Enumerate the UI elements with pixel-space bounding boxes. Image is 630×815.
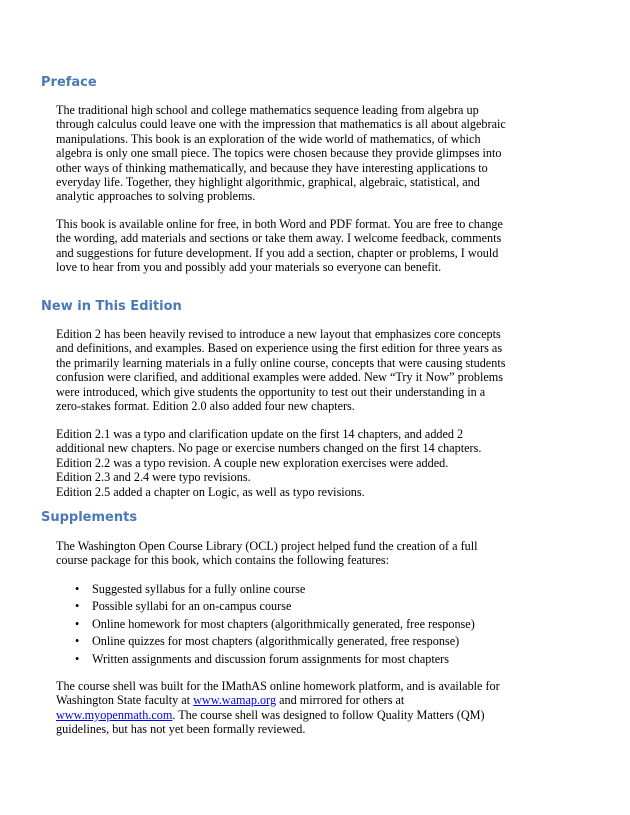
list-item: • Suggested syllabus for a fully online course <box>56 581 536 598</box>
supplements-intro: The Washington Open Course Library (OCL) project helped fund the creation of a full course package for this book, which contains the following features: <box>56 539 478 568</box>
preface-paragraph-2: This book is available online for free, in both Word and PDF format. You are free to change the wording, add materials and sections or take them away. I welcome feedback, comments and suggestions for future development. If you add a section, chapter or problems, I would love to hear from you and possibly add your materials so everyone can benefit. <box>56 217 503 275</box>
bullet-icon: • <box>75 599 80 614</box>
bullet-icon: • <box>75 582 80 596</box>
list-item: • Written assignments and discussion forum assignments for most chapters <box>56 651 536 668</box>
edition-paragraph-1: Edition 2 has been heavily revised to introduce a new layout that emphasizes core concepts and definitions, and examples. Based on experience using the first edition for three years as the primarily learning materials in a fully online course, concepts that were causing students confusion were clarified, and additional examples were added. New “Try it Now” problems were introduced, which give students the opportunity to test out their understanding in a zero-stakes format. Edition 2.0 also added four new chapters. <box>56 327 506 414</box>
list-item: • Online homework for most chapters (algorithmically generated, free response) <box>56 616 536 633</box>
heading-preface: Preface <box>41 75 97 90</box>
myopenmath-link[interactable]: www.myopenmath.com <box>56 707 173 722</box>
heading-supplements: Supplements <box>41 510 138 525</box>
heading-new-in-this-edition: New in This Edition <box>41 299 182 314</box>
features-list <box>56 581 536 668</box>
list-item: • Possible syllabi for an on-campus course <box>56 598 536 615</box>
wamap-link[interactable]: www.wamap.org <box>193 693 277 708</box>
edition-paragraph-2: Edition 2.1 was a typo and clarification update on the first 14 chapters, and added 2 additional new chapters. No page or exercise numbers changed on the first 14 chapters. Edition 2.2 was a typo revision. A couple new exploration exercises were added. Edition 2.3 and 2.4 were typo revisions. Edition 2.5 added a chapter on Logic, as well as typo revisions. <box>56 427 482 499</box>
bullet-icon: • <box>75 634 80 649</box>
supplements-closing: The course shell was built for the IMathAS online homework platform, and is available for Washington State faculty at www.wamap.org and mirrored for others at www.myopenmath.com. The course shell was designed to follow Quality Matters (QM) guidelines, but has not yet been formally reviewed. <box>56 679 500 737</box>
preface-paragraph-1: The traditional high school and college mathematics sequence leading from algebra up through calculus could leave one with the impression that mathematics is all about algebraic manipulations. This book is an exploration of the wide world of mathematics, of which algebra is only one small piece. The topics were chosen because they provide glimpses into other ways of thinking mathematically, and because they have interesting applications to everyday life. Together, they highlight algorithmic, graphical, algebraic, statistical, and analytic approaches to solving problems. <box>56 103 506 204</box>
list-item: • Online quizzes for most chapters (algorithmically generated, free response) <box>56 633 536 650</box>
bullet-icon: • <box>75 616 80 631</box>
bullet-icon: • <box>75 651 80 666</box>
